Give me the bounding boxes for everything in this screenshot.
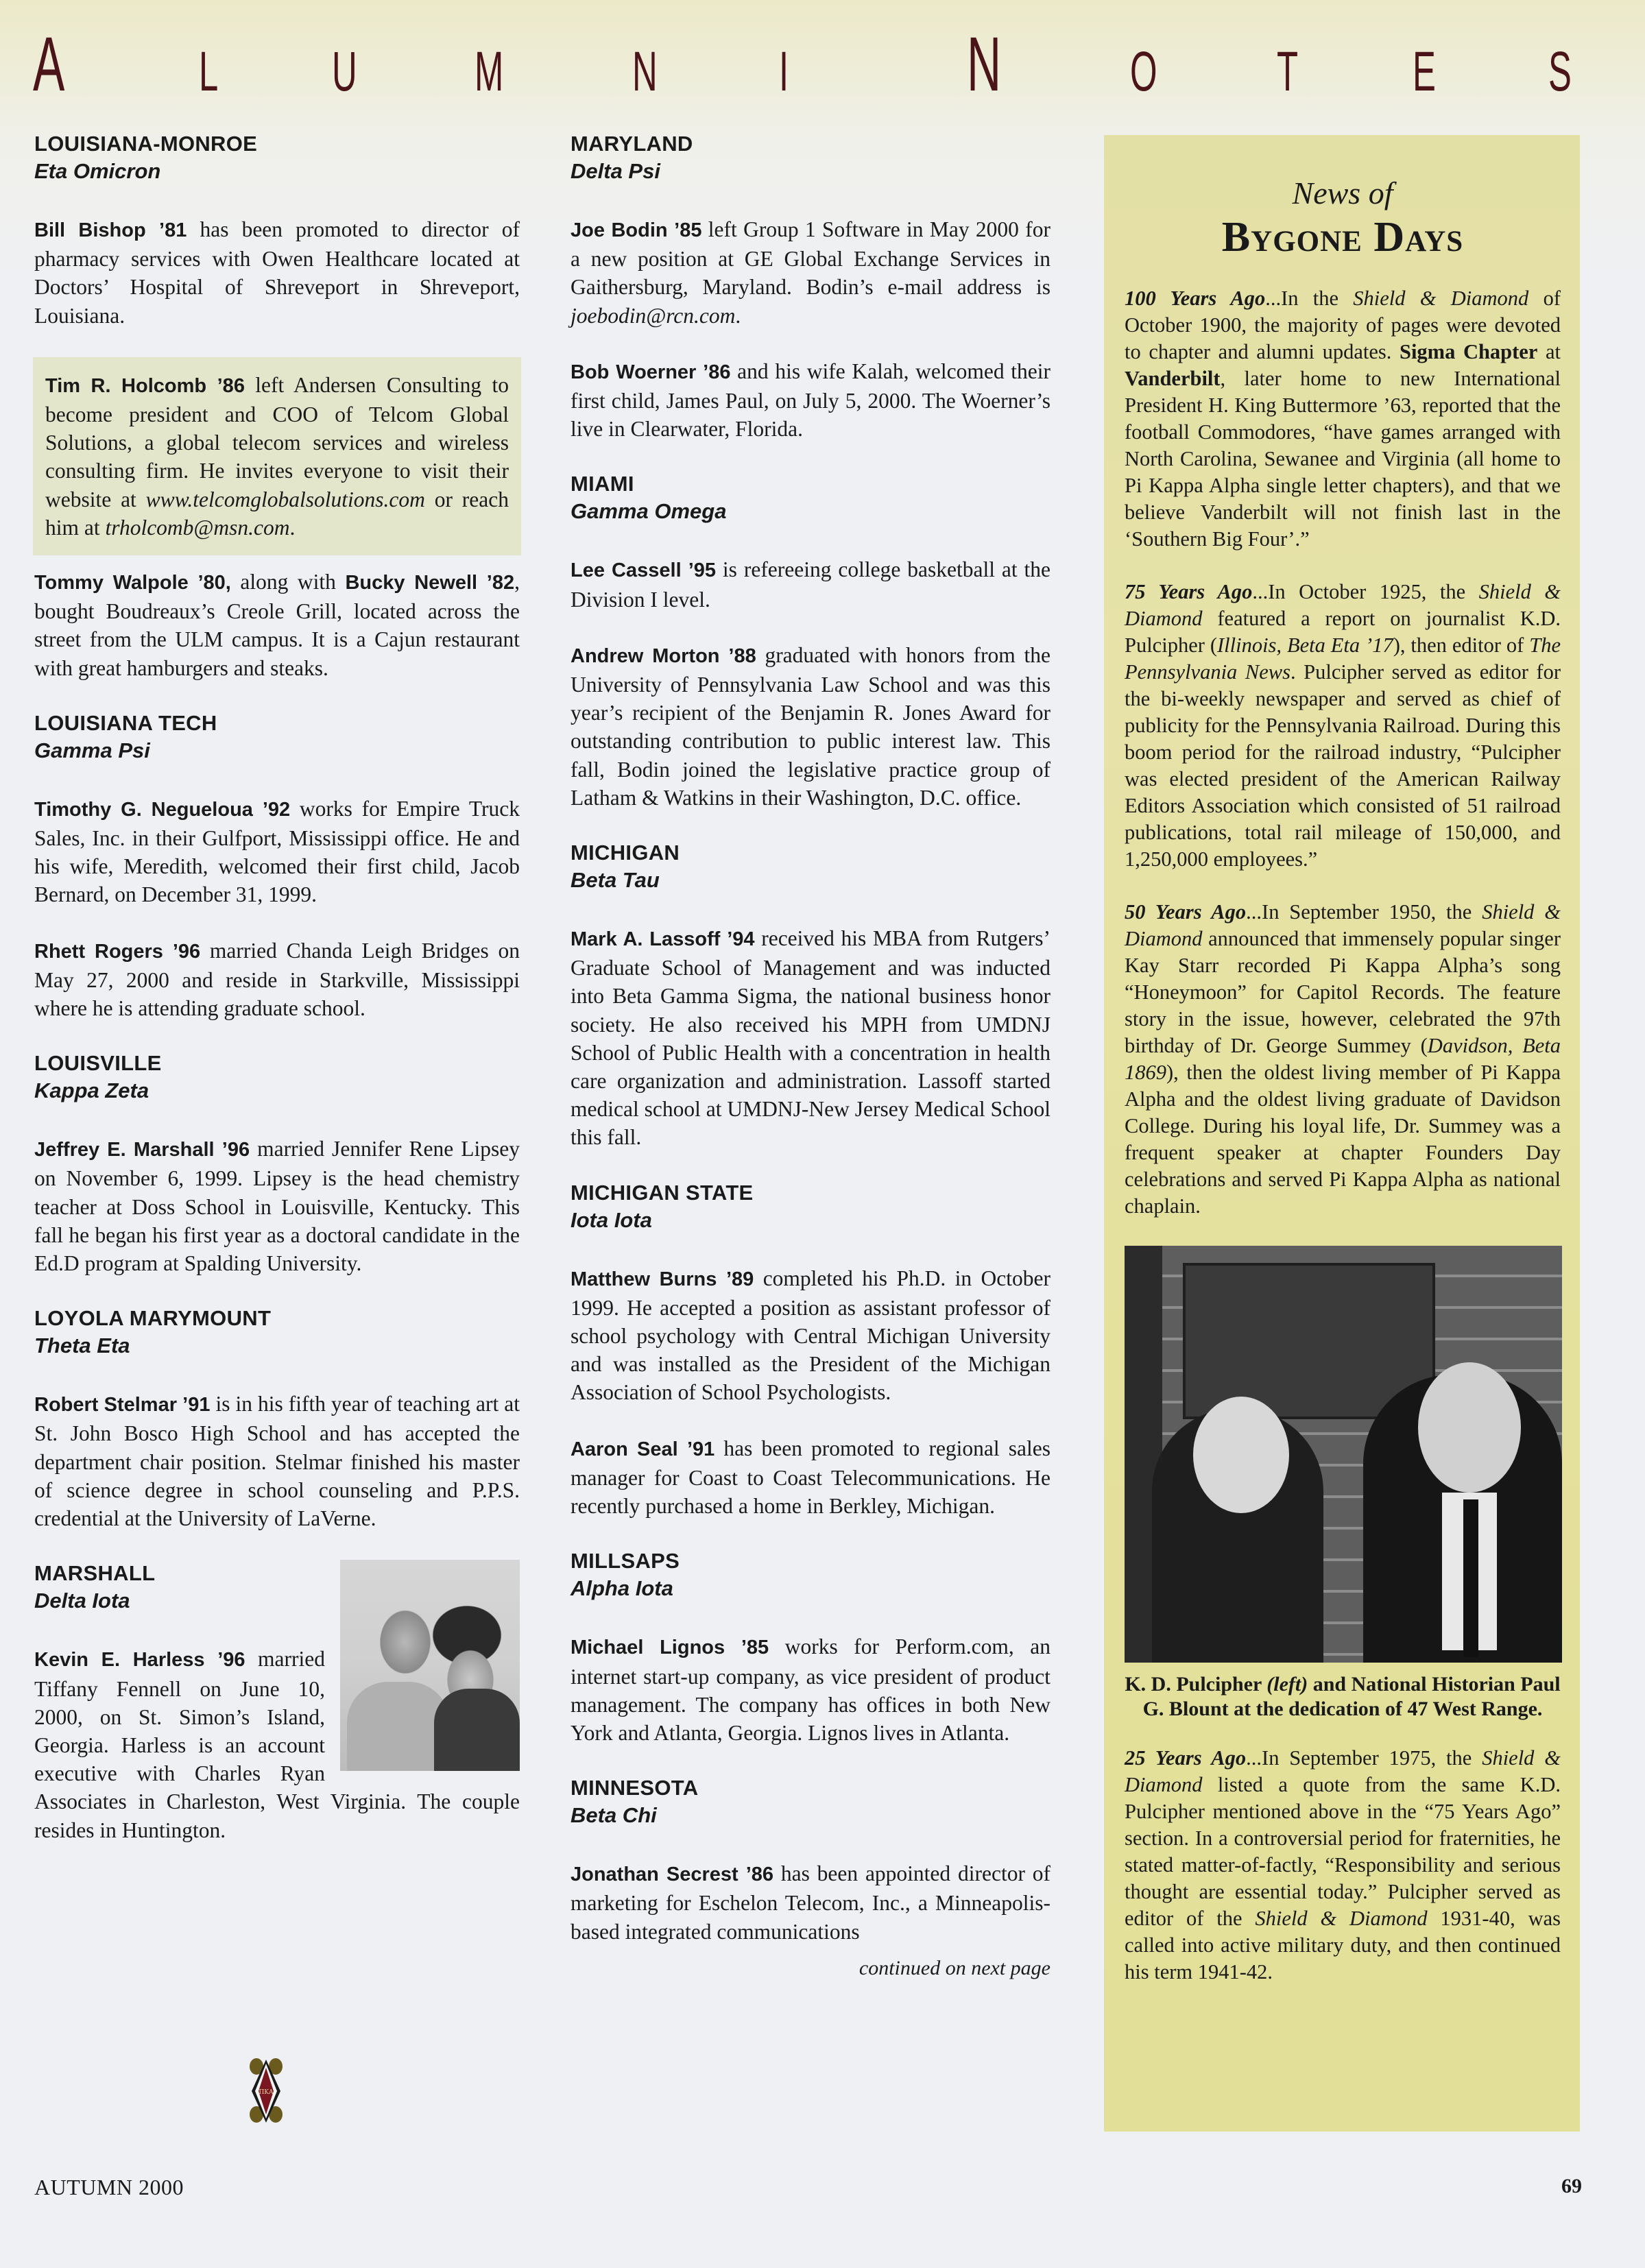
chapter-affiliation: Illinois, Beta Eta ’17 <box>1216 633 1393 657</box>
item-text: . Pulcipher served as editor for the bi-weekly newspaper and served as chief of publicity for the Pennsylvania Railroad. During this boom period for the railroad industry, “Pulcipher was elected president of the American Railway Editors Association which consisted of 51 railroad publications, total rail mileage of 150,000, and 1,250,000 employees.” <box>1125 660 1561 871</box>
chapter-name: LOUISIANA TECH <box>34 710 217 735</box>
publication-title: Shield & Diamond <box>1125 579 1561 630</box>
chapter-name: MIAMI <box>571 472 634 496</box>
item-text: announced that immensely popular singer Kay Starr recorded Pi Kappa Alpha’s song “Honeymoon” for Capitol Records. The feature story in the issue, however, celebrated the 97th birthday of Dr. George Summey ( <box>1125 926 1561 1057</box>
note-text: married Jennifer Rene Lipsey on November 6, 1999. Lipsey is the head chemistry teacher at Doss School in Louisville, Kentucky. This fall he began his first year as a doctoral candidate in the Ed.D program at Spalding University. <box>34 1137 520 1276</box>
alumni-name: Joe Bodin ’85 <box>571 219 702 241</box>
alumni-note <box>34 215 520 330</box>
masthead-letter: O <box>1130 40 1157 103</box>
note-text: left Group 1 Software in May 2000 for a new position at GE Global Exchange Services in Gaithersburg, Maryland. Bodin’s e-mail address is <box>571 217 1050 300</box>
note-text: . <box>735 303 741 328</box>
note-text: . <box>289 515 296 540</box>
note-text: along with <box>230 570 346 594</box>
alumni-name: Mark A. Lassoff ’94 <box>571 928 755 951</box>
alumni-note <box>571 1434 1050 1521</box>
alumni-name: Robert Stelmar ’91 <box>34 1394 211 1416</box>
alumni-name: Timothy G. Negueloua ’92 <box>34 798 291 821</box>
item-text: listed a quote from the same K.D. Pulcipher mentioned above in the “75 Years Ago” section. In a controversial period for fraternities, he stated matter-of-factly, “Responsibility and serious thought are essential today.” Pulcipher served as editor of the <box>1125 1772 1561 1930</box>
chapter-section <box>571 1179 1050 1521</box>
note-text: has been promoted to director of pharmacy services with Owen Healthcare located at Doctors’ Hospital of Shreveport in Shreveport, Louisiana. <box>34 217 520 328</box>
caption-text: K. D. Pulcipher <box>1125 1672 1267 1696</box>
note-text: married Tiffany Fennell on June 10, 2000, on St. Simon’s Island, Georgia. Harless is an account executive with Charles Ryan Associates in Charleston, West Virginia. The couple resides in Huntington. <box>34 1647 520 1842</box>
publication-title: Shield & Diamond <box>1255 1906 1428 1930</box>
alumni-note <box>34 1390 520 1532</box>
note-text: left Andersen Consulting to become president and COO of Telcom Global Solutions, a global telecom services and wireless consulting firm. He invites everyone to visit their website at <box>45 372 509 511</box>
alumni-name: Lee Cassell ’95 <box>571 559 717 582</box>
photo-face-right <box>1418 1362 1521 1493</box>
photo-face-left <box>1193 1397 1289 1513</box>
item-text: of October 1900, the majority of pages were devoted to chapter and alumni updates. <box>1125 286 1561 363</box>
note-text: works for Perform.com, an internet start-up company, as vice president of product management. The company has offices in both New York and Atlanta, Georgia. Lignos lives in Atlanta. <box>571 1634 1050 1745</box>
alumni-name: Michael Lignos ’85 <box>571 1637 769 1659</box>
item-text: featured a report on journalist K.D. Pulcipher ( <box>1125 606 1561 657</box>
chapter-section <box>571 839 1050 1152</box>
item-text: ...In September 1975, the <box>1246 1746 1482 1770</box>
alumni-name: Jeffrey E. Marshall ’96 <box>34 1139 250 1161</box>
issue-label: AUTUMN 2000 <box>34 2175 184 2199</box>
page-number: 69 <box>1561 2175 1582 2197</box>
photo-figure <box>434 1689 520 1771</box>
item-lead: 25 Years Ago <box>1125 1746 1247 1770</box>
middle-column <box>571 130 1050 2001</box>
email-link[interactable]: trholcomb@msn.com <box>105 515 290 540</box>
website-link[interactable]: www.telcomglobalsolutions.com <box>145 487 425 511</box>
alumni-note <box>571 1632 1050 1747</box>
sidebar-title: Bygone Days <box>1221 213 1464 261</box>
chapter-greek-name: Beta Tau <box>571 868 660 893</box>
item-text: ...In the <box>1265 286 1354 310</box>
alumni-name: Bill Bishop ’81 <box>34 219 187 241</box>
publication-title: Shield & Diamond <box>1125 900 1561 950</box>
alumni-note <box>571 555 1050 613</box>
alumni-note <box>34 795 520 909</box>
item-text: ), then editor of <box>1393 633 1530 657</box>
item-text: 1931-40, was called into active military duty, and then continued his term 1941-42. <box>1125 1906 1561 1983</box>
chapter-name: LOUISVILLE <box>34 1051 162 1076</box>
fraternity-crest-icon <box>249 2057 283 2125</box>
alumni-name: Kevin E. Harless ’96 <box>34 1649 245 1672</box>
chapter-greek-name: Theta Eta <box>34 1334 130 1358</box>
chapter-name: MILLSAPS <box>571 1549 680 1573</box>
chapter-name: MINNESOTA <box>571 1776 699 1800</box>
chapter-greek-name: Alpha Iota <box>571 1576 673 1601</box>
publication-title: The Pennsylvania News <box>1125 633 1561 684</box>
sidebar-kicker: News of <box>1292 176 1393 210</box>
item-text: at <box>1537 339 1561 363</box>
alumni-name: Bucky Newell ’82 <box>345 572 515 594</box>
left-column <box>34 130 520 1872</box>
alumni-name: Tommy Walpole ’80, <box>34 572 231 594</box>
alumni-note <box>34 1135 520 1277</box>
alumni-note <box>34 568 520 682</box>
note-text: has been promoted to regional sales manager for Coast to Coast Telecommunications. He recently purchased a home in Berkley, Michigan. <box>571 1436 1050 1519</box>
chapter-name: LOUISIANA-MONROE <box>34 132 258 156</box>
item-lead: 50 Years Ago <box>1125 900 1247 924</box>
item-text: ...In September 1950, the <box>1246 900 1482 924</box>
chapter-greek-name: Iota Iota <box>571 1207 652 1232</box>
chapter-section <box>34 130 520 682</box>
note-text: graduated with honors from the University of Pennsylvania Law School and was this year’s recipient of the Benjamin R. Jones Award for outstanding contribution to public interest law. This fall, Bodin joined the legislative practice group of Latham & Watkins in their Washington, D.C. office. <box>571 642 1050 810</box>
alumni-name: Jonathan Secrest ’86 <box>571 1863 774 1886</box>
masthead-letter: S <box>1548 40 1572 103</box>
item-text: , later home to new International President H. King Buttermore ’63, reported that the football Commodores, “have games arranged with North Carolina, Sewanee and Virginia (all home to Pi Kappa Alpha single letter chapters), and that we believe Vanderbilt will not finish last in the ‘Southern Big Four’.” <box>1125 366 1561 551</box>
masthead-letter: T <box>1277 40 1299 103</box>
masthead-letter: N <box>967 21 1002 107</box>
item-lead: 100 Years Ago <box>1125 286 1266 310</box>
alumni-note <box>571 357 1050 444</box>
masthead-letter: I <box>779 40 789 103</box>
bygone-item-75-years <box>1125 579 1561 873</box>
caption-text: and National Historian Paul G. Blount at the dedication of 47 West Range. <box>1142 1672 1561 1720</box>
masthead-letter: N <box>632 40 658 103</box>
chapter-section <box>571 1774 1050 1980</box>
chapter-section <box>34 710 520 1022</box>
masthead-letter: M <box>475 40 504 103</box>
alumni-note <box>571 641 1050 812</box>
chapter-greek-name: Delta Iota <box>34 1589 130 1613</box>
item-text: ...In October 1925, the <box>1252 579 1479 603</box>
alumni-note <box>571 1859 1050 1946</box>
chapter-greek-name: Kappa Zeta <box>34 1078 149 1103</box>
chapter-greek-name: Delta Psi <box>571 159 660 183</box>
note-text: is in his fifth year of teaching art at St. John Bosco High School and has accepted the department chair position. Stelmar finished his master of science degree in school counseling and P.P.S. credential at the University of LaVerne. <box>34 1392 520 1531</box>
highlighted-note-box <box>33 357 521 555</box>
bygone-days-sidebar <box>1104 135 1580 2132</box>
chapter-section <box>571 130 1050 443</box>
note-text: and his wife Kalah, welcomed their first child, James Paul, on July 5, 2000. The Woerner’s live in Clearwater, Florida. <box>571 359 1050 442</box>
chapter-name: LOYOLA MARYMOUNT <box>34 1306 272 1331</box>
item-text: ), then the oldest living member of Pi Kappa Alpha and the oldest living graduate of Davidson College. During his loyal life, Dr. Summey was a frequent speaker at chapter Founders Day celebrations and served Pi Kappa Alpha as national chaplain. <box>1125 1060 1561 1218</box>
alumni-note <box>571 215 1050 330</box>
masthead-letter: U <box>332 40 357 103</box>
masthead <box>0 0 1645 117</box>
note-text: or reach him at <box>45 487 509 540</box>
chapter-greek-name: Beta Chi <box>571 1803 657 1828</box>
plaque-dedication-photo <box>1125 1246 1562 1663</box>
note-text: has been appointed director of marketing for Eschelon Telecom, Inc., a Minneapolis-based integrated communications <box>571 1861 1050 1944</box>
alumni-name: Bob Woerner ’86 <box>571 361 731 383</box>
alumni-name: Matthew Burns ’89 <box>571 1268 754 1290</box>
chapter-name: MICHIGAN <box>571 841 680 865</box>
note-text: received his MBA from Rutgers’ Graduate School of Management and was inducted into Beta Gamma Sigma, the national business honor society. He also received his MPH from UMDNJ School of Public Health with a concentration in health care organization and administration. Lassoff started medical school at UMDNJ-New Jersey Medical School this fall. <box>571 926 1050 1150</box>
chapter-section <box>34 1050 520 1277</box>
masthead-letter: A <box>33 21 65 107</box>
alumni-name: Aaron Seal ’91 <box>571 1438 715 1460</box>
alumni-note <box>571 924 1050 1152</box>
alumni-name: Tim R. Holcomb ’86 <box>45 374 245 397</box>
alumni-note <box>45 371 509 542</box>
chapter-greek-name: Gamma Omega <box>571 499 727 524</box>
chapter-section <box>34 1305 520 1532</box>
item-bold-text: Vanderbilt <box>1125 366 1221 390</box>
alumni-note <box>571 1264 1050 1407</box>
continued-link[interactable]: continued on next page <box>858 1956 1050 1979</box>
chapter-name: MARYLAND <box>571 132 693 156</box>
chapter-greek-name: Gamma Psi <box>34 738 150 762</box>
note-text: is refereeing college basketball at the Division I level. <box>571 557 1050 612</box>
note-text: married Chanda Leigh Bridges on May 27, 2000 and reside in Starkville, Mississippi where he is attending graduate school. <box>34 938 520 1021</box>
caption-text: (left) <box>1266 1672 1308 1696</box>
note-text: completed his Ph.D. in October 1999. He accepted a position as assistant professor of school psychology with Central Michigan University and was installed as the President of the Michigan Association of School Psychologists. <box>571 1266 1050 1405</box>
chapter-section <box>34 1560 520 1844</box>
chapter-affiliation: Davidson, Beta 1869 <box>1125 1033 1561 1084</box>
publication-title: Shield & Diamond <box>1125 1746 1561 1796</box>
note-text: , bought Boudreaux’s Creole Grill, located across the street from the ULM campus. It is a Cajun restaurant with great hamburgers and steaks. <box>34 570 520 680</box>
publication-title: Shield & Diamond <box>1353 286 1529 310</box>
alumni-name: Andrew Morton ’88 <box>571 644 756 667</box>
item-lead: 75 Years Ago <box>1125 579 1253 603</box>
alumni-name: Rhett Rogers ’96 <box>34 940 201 963</box>
bygone-item-25-years <box>1125 1745 1561 1986</box>
email-link[interactable]: joebodin@rcn.com <box>571 303 736 328</box>
chapter-name: MICHIGAN STATE <box>571 1180 754 1205</box>
photo-caption <box>1125 1672 1561 1722</box>
note-text: works for Empire Truck Sales, Inc. in their Gulfport, Mississippi office. He and his wife, Meredith, welcomed their first child, Jacob Bernard, on December 31, 1999. <box>34 796 520 907</box>
bygone-item-100-years <box>1125 285 1561 553</box>
svg-text:ΠΚΑ: ΠΚΑ <box>259 2089 274 2096</box>
chapter-greek-name: Eta Omicron <box>34 159 161 183</box>
chapter-name: MARSHALL <box>34 1561 156 1586</box>
bygone-item-50-years <box>1125 899 1561 1220</box>
photo-tie <box>1463 1499 1478 1657</box>
chapter-section <box>571 1547 1050 1747</box>
masthead-letter: E <box>1413 40 1436 103</box>
alumni-note <box>34 937 520 1023</box>
chapter-section <box>571 470 1050 812</box>
masthead-letter: L <box>199 40 219 103</box>
item-bold-text: Sigma Chapter <box>1400 339 1538 363</box>
couple-photo <box>340 1560 520 1771</box>
